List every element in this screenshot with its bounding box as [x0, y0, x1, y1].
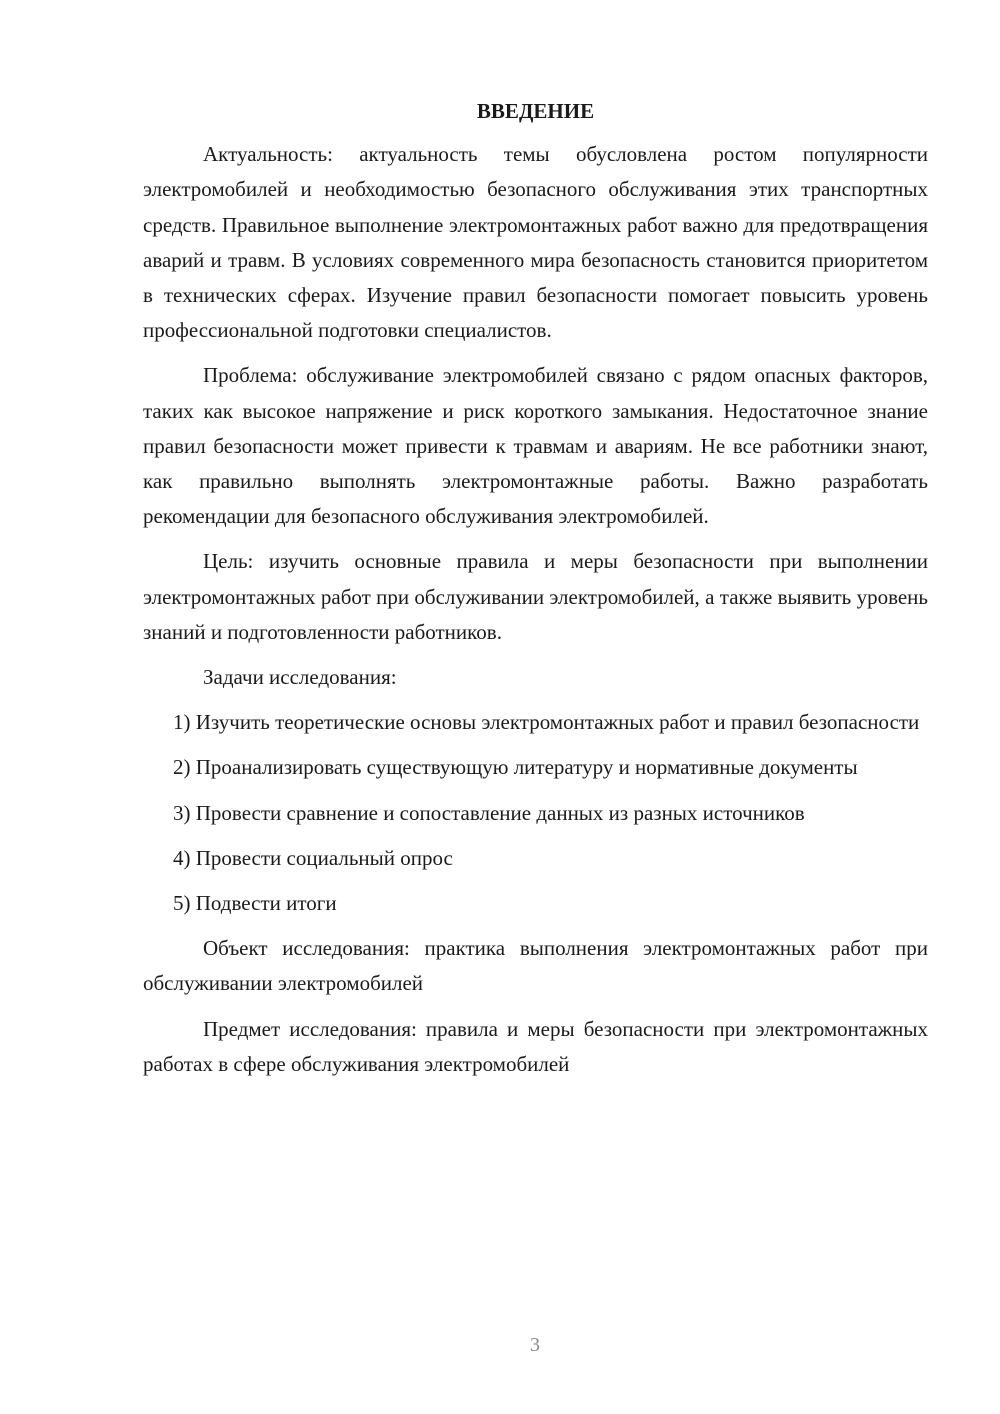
problem-paragraph: Проблема: обслуживание электромобилей связано с рядом опасных факторов, таких как высокое напряжение и риск короткого замыкания. Недостаточное знание правил безопасности может привести к травмам и авариям. Не все работники знают, как правильно выполнять электромонтажные работы. Важно разработать рекомендации для безопасного обслуживания электромобилей. [143, 363, 928, 529]
document-body [143, 94, 928, 1092]
section-title: ВВЕДЕНИЕ [476, 99, 595, 123]
task-item-3: 3) Провести сравнение и сопоставление данных из разных источников [173, 800, 805, 825]
task-item-4: 4) Провести социальный опрос [173, 845, 453, 870]
relevance-paragraph: Актуальность: актуальность темы обусловлена ростом популярности электромобилей и необходимостью безопасного обслуживания этих транспортных средств. Правильное выполнение электромонтажных работ важно для предотвращения аварий и травм. В условиях современного мира безопасность становится приоритетом в технических сферах. Изучение правил безопасности помогает повысить уровень профессиональной подготовки специалистов. [143, 142, 928, 343]
task-item-2: 2) Проанализировать существующую литературу и нормативные документы [173, 755, 858, 780]
tasks-heading: Задачи исследования: [203, 665, 397, 690]
subject-paragraph: Предмет исследования: правила и меры безопасности при электромонтажных работах в сфере обслуживания электромобилей [143, 1016, 928, 1076]
goal-paragraph: Цель: изучить основные правила и меры безопасности при выполнении электромонтажных работ при обслуживании электромобилей, а также выявить уровень знаний и подготовленности работников. [143, 549, 928, 644]
object-paragraph: Объект исследования: практика выполнения электромонтажных работ при обслуживании электромобилей [143, 936, 928, 996]
page-number: 3 [530, 1334, 540, 1356]
task-item-1: 1) Изучить теоретические основы электромонтажных работ и правил безопасности [173, 710, 920, 735]
task-item-5: 5) Подвести итоги [173, 891, 337, 916]
